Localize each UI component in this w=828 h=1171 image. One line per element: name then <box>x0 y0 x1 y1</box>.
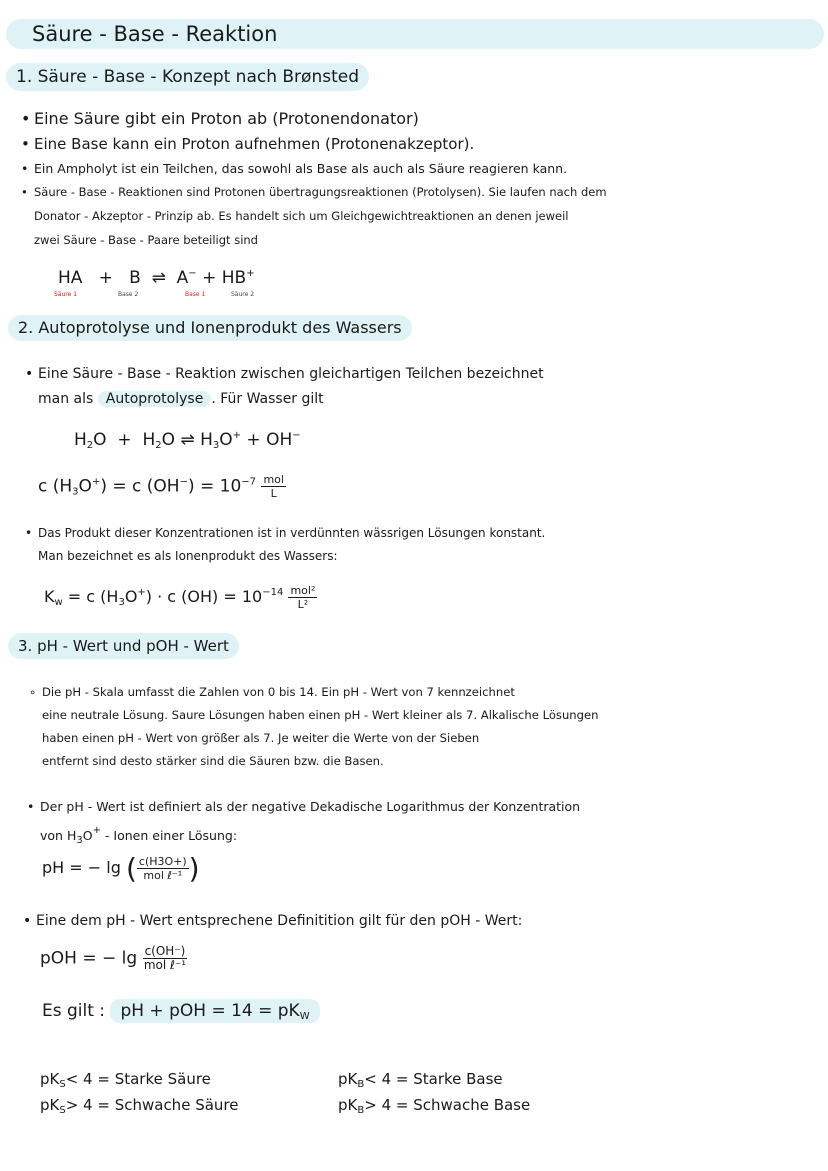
label-base-1: Base 1 <box>185 291 206 298</box>
page-title: Säure - Base - Reaktion <box>6 19 824 49</box>
label-base-2: Base 2 <box>118 291 139 298</box>
water-autoprotolysis-equation: $H_2O + H_2O$ ⇌ $H_3O^+ + OH^-$ <box>74 430 301 451</box>
bullet-dot: • <box>27 799 35 814</box>
autoprotolyse-highlight: Autoprotolyse <box>98 391 212 407</box>
poh-fraction: $\frac{c(OH^-)}{\text{mol ℓ⁻¹}}$ <box>143 944 187 972</box>
unit-fraction: $\frac{\text{mol}}{L}$ <box>263 473 284 500</box>
bullet-dot: ∘ <box>29 685 37 699</box>
bullet-dot: • <box>21 185 28 199</box>
bullet-dot: • <box>21 109 31 128</box>
ionenprodukt-equation: $K_w = c$ $(H_3O^+) \cdot c$ $(OH) = 10^{-14}$ $\frac{\text{mol²}}{\text{L²}}$ <box>44 584 316 611</box>
pkb-rules: $pK_B< 4$ = Starke Base $pK_B> 4$ = Schwache Base <box>338 1070 531 1116</box>
ph-fraction: $\frac{c(H3O+)}{\text{mol ℓ⁻¹}}$ <box>138 855 187 882</box>
ph-definition-formula: pH = − lg ( $\frac{c(H3O+)}{\text{mol ℓ⁻¹}}$ ) <box>42 852 200 885</box>
s1-bullet-3: • Ein Ampholyt ist ein Teilchen, das sowohl als Base als auch als Säure reagieren kann. <box>34 158 567 180</box>
bullet-dot: • <box>25 366 34 382</box>
pks-rules: $pK_S< 4$ = Starke Säure $pK_S> 4$ = Schwache Säure <box>40 1070 239 1116</box>
s3-bullet-1: ∘ Die pH - Skala umfasst die Zahlen von 0 bis 14. Ein pH - Wert von 7 kennzeichnet eine neutrale Lösung. Saure Lösungen haben einen pH - Wert kleiner als 7. Alkalische Lösungen haben einen pH - Wert von größer als 7. Je weiter die Werte von der Sieben entfernt sind desto stärker sind die Säuren bzw. die Basen. <box>42 681 599 773</box>
acid-base-reaction: HA + B ⇌ A− + HB+ <box>58 268 255 288</box>
section-2-heading: 2. Autoprotolyse und Ionenprodukt des Wassers <box>8 315 412 341</box>
label-saure-1: Säure 1 <box>54 291 78 298</box>
bullet-dot: • <box>21 135 30 153</box>
unit-fraction: $\frac{\text{mol²}}{\text{L²}}$ <box>290 584 316 611</box>
s1-bullet-4: • Säure - Base - Reaktionen sind Protonen übertragungsreaktionen (Protolysen). Sie laufen nach dem Donator - Akzeptor - Prinzip ab. Es handelt sich um Gleichgewichtreaktionen an denen jeweil zwei Säure - Base - Paare beteiligt sind <box>34 180 607 252</box>
s2-bullet-1: • Eine Säure - Base - Reaktion zwischen gleichartigen Teilchen bezeichnet man als Autoprotolyse . Für Wasser gilt <box>38 362 544 412</box>
section-3-heading: 3. pH - Wert und pOH - Wert <box>8 633 239 659</box>
s3-bullet-2: • Der pH - Wert ist definiert als der negative Dekadische Logarithmus der Konzentration von $H_3O^+$ - Ionen einer Lösung: <box>40 795 580 853</box>
label-saure-2: Säure 2 <box>231 291 255 298</box>
es-gilt-line: Es gilt : pH + pOH = $14 = pK_W$ <box>42 1001 320 1022</box>
bullet-dot: • <box>23 913 32 929</box>
concentration-equation: c $(H_3O^+) = c$ $(OH^-) = 10^{-7}$ $\frac{\text{mol}}{L}$ <box>38 473 284 500</box>
pkw-highlight: pH + pOH = $14 = pK_W$ <box>110 999 319 1023</box>
s1-bullet-1: • Eine Säure gibt ein Proton ab (Protonendonator) <box>21 109 419 128</box>
poh-definition-formula: pOH = − lg $\frac{c(OH^-)}{\text{mol ℓ⁻¹}}$ <box>40 944 187 972</box>
s2-bullet-2: • Das Produkt dieser Konzentrationen ist in verdünnten wässrigen Lösungen konstant. Man bezeichnet es als Ionenprodukt des Wassers: <box>38 522 545 568</box>
section-1-heading: 1. Säure - Base - Konzept nach Brønsted <box>6 63 369 91</box>
s3-bullet-3: • Eine dem pH - Wert entsprechene Definitition gilt für den pOH - Wert: <box>36 909 522 933</box>
s1-bullet-2: • Eine Base kann ein Proton aufnehmen (Protonenakzeptor). <box>21 135 475 153</box>
bullet-dot: • <box>21 161 29 176</box>
bullet-dot: • <box>25 526 33 540</box>
